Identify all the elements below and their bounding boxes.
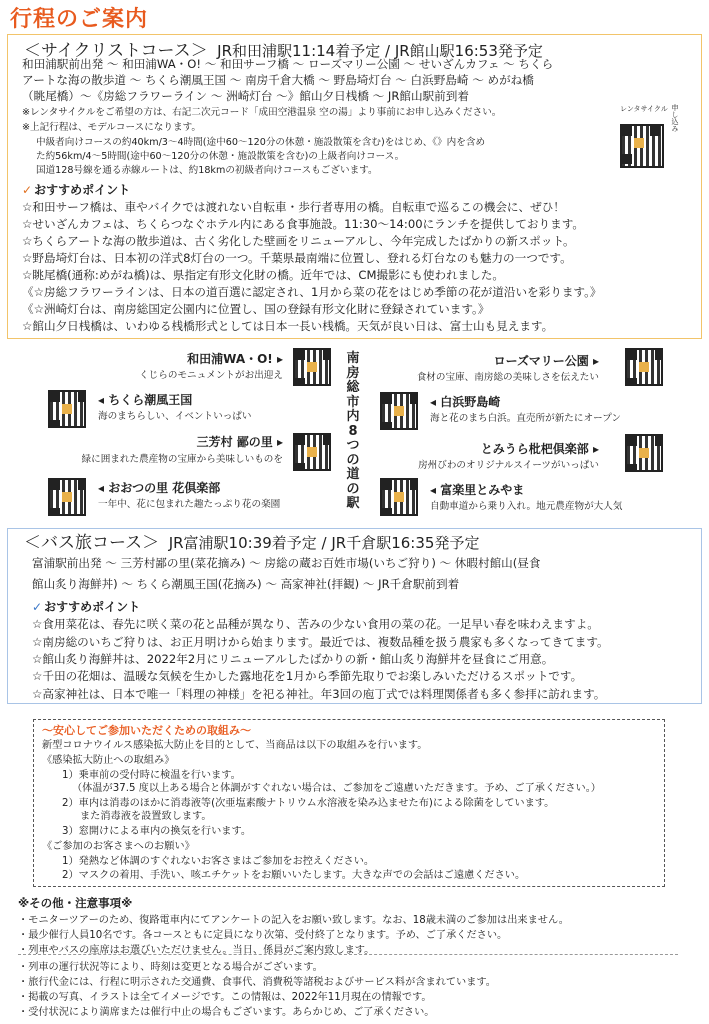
cycle-point: ☆館山夕日桟橋は、いわゆる桟橋形式としては日本一長い桟橋。天気が良い日は、富士山も見えます。 [22, 319, 554, 333]
cycle-route-line: （眺尾橋）～《房総フラワーライン ～ 洲崎灯台 ～》館山夕日桟橋 ～ JR館山駅前到着 [22, 89, 469, 103]
safety-line: 新型コロナウイルス感染拡大防止を目的として、当商品は以下の取組みを行います。 [42, 740, 428, 751]
cycle-point: ☆野島埼灯台は、日本初の洋式8灯台の一つ。千葉県最南端に位置し、登れる灯台なのも魅力の一つです。 [22, 251, 572, 265]
station-qr-code[interactable] [48, 390, 86, 428]
cycle-course-times: JR和田浦駅11:14着予定 / JR館山駅16:53発予定 [217, 42, 543, 60]
rental-qr-code[interactable] [620, 124, 664, 168]
station-name: ◂ 富楽里とみやま [430, 483, 525, 497]
station-qr-code[interactable] [380, 478, 418, 516]
safety-line: （体温が37.5 度以上ある場合と体調がすぐれない場合は、ご参加をご遠慮いただきます。予め、ご了承ください。） [72, 783, 601, 794]
bus-course-times: JR富浦駅10:39着予定 / JR千倉駅16:35発予定 [168, 534, 480, 552]
bus-route-line: 館山炙り海鮮丼) ～ ちくら潮風王国(花摘み) ～ 高家神社(拝観) ～ JR千倉駅前到着 [32, 577, 460, 591]
note-item: ・ 列車の運行状況等により、時刻は変更となる場合がございます。 [18, 958, 323, 973]
safety-line: また消毒液を設置致します。 [80, 811, 212, 822]
bus-point: ☆南房総のいちご狩りは、お正月明けから始まります。最近では、複数品種を扱う農家も多くなってきてます。 [32, 635, 609, 649]
bus-course-header [24, 528, 479, 553]
station-desc: 自動車道から乗り入れ。地元農産物が大人気 [430, 501, 623, 512]
rental-cycle-label: レンタサイクル [620, 105, 668, 113]
station-desc: 海と花のまち白浜。直売所が新たにオープン [430, 413, 622, 424]
bus-recommend-title: ✓ おすすめポイント [32, 600, 141, 614]
note-item: ・ 掲載の写真、イラストは全てイメージです。この情報は、2022年11月現在の情報です。 [18, 988, 432, 1003]
station-qr-code[interactable] [48, 478, 86, 516]
safety-line: 2）マスクの着用、手洗い、咳エチケットをお願いいたします。大きな声での会話はご遠慮ください。 [62, 870, 526, 881]
station-desc: 緑に囲まれた農産物の宝庫から美味しいものを [81, 454, 283, 465]
bus-course-label: ＜バス旅コース＞ [24, 533, 160, 553]
cycle-recommend-title: ✓ おすすめポイント [22, 183, 131, 197]
cycle-route-line: 和田浦駅前出発 ～ 和田浦WA・O! ～ 和田サーフ橋 ～ ローズマリー公園 ～ せいざんカフェ ～ ちくら [22, 57, 554, 71]
station-desc: 房州びわのオリジナルスイーツがいっぱい [418, 460, 599, 471]
note-item: ・ 最少催行人員10名です。各コースともに定員になり次第、受付終了となります。予め、ご了承ください。 [18, 926, 507, 941]
bus-point: ☆千田の花畑は、温暖な気候を生かした露地花を1月から季節先取りでお楽しみいただけるスポットです。 [32, 669, 583, 683]
station-desc: 海のまちらしい、イベントいっぱい [98, 411, 252, 422]
bus-route-line: 富浦駅前出発 ～ 三芳村鄙の里(菜花摘み) ～ 房総の蔵お百姓市場(いちご狩り) ～ 休暇村館山(昼食 [32, 556, 541, 570]
station-name: とみうら枇杷倶楽部 ▸ [480, 442, 599, 456]
cycle-note: ※レンタサイクルをご希望の方は、右記二次元コード「成田空港温泉 空の湯」より事前にお申し込みください。 [22, 107, 502, 118]
station-qr-code[interactable] [380, 392, 418, 430]
cycle-point: 《☆房総フラワーラインは、日本の道百選に認定され、1月から菜の花をはじめ季節の花が道沿いを彩ります。》 [22, 285, 602, 299]
safety-line: 《感染拡大防止への取組み》 [42, 755, 175, 766]
station-name: ◂ 白浜野島崎 [430, 395, 501, 409]
cycle-route-line: アートな海の散歩道 ～ ちくら潮風王国 ～ 南房千倉大橋 ～ 野島埼灯台 ～ 白浜野島崎 ～ めがね橋 [22, 73, 534, 87]
station-name: 三芳村 鄙の里 ▸ [196, 435, 283, 449]
note-item: ・ 旅行代金には、行程に明示された交通費、食事代、消費税等諸税およびサービス料が含まれています。 [18, 973, 496, 988]
notes-title: ※その他・注意事項※ [18, 896, 133, 910]
cycle-note: 中級者向けコースの約40km/3～4時間(途中60～120分の休憩・施設散策を含む)をはじめ、《》内を含め [36, 137, 486, 148]
cycle-note: 国道128号線を通る赤線ルートは、約18kmの初級者向けコースもございます。 [36, 165, 378, 176]
note-item: ・ モニターツアーのため、復路電車内にてアンケートの記入をお願い致します。なお、18歳未満のご参加は出来ません。 [18, 911, 569, 926]
cycle-course-label: ＜サイクリストコース＞ [24, 41, 208, 61]
safety-line: 3）窓開けによる車内の換気を行います。 [62, 826, 252, 837]
cycle-note: た約56km/4～5時間(途中60～120分の休憩・施設散策を含む)の上級者向けコース。 [36, 151, 405, 162]
bus-point: ☆館山炙り海鮮丼は、2022年2月にリニューアルしたばかりの新・館山炙り海鮮丼を昼食にご用意。 [32, 652, 554, 666]
cycle-point: 《☆洲崎灯台は、南房総国定公園内に位置し、国の登録有形文化財に登録されています。》 [22, 302, 490, 316]
safety-title: ～安心してご参加いただくための取組み～ [42, 724, 251, 737]
cycle-point: ☆せいざんカフェは、ちくらつなぐホテル内にある食事施設。11:30～14:00にランチを提供しております。 [22, 217, 584, 231]
station-desc: くじらのモニュメントがお出迎え [139, 370, 283, 381]
rental-apply-label: 申し込み [671, 104, 679, 132]
page-title: 行程のご案内 [10, 7, 149, 32]
station-qr-code[interactable] [625, 348, 663, 386]
safety-line: 1）発熱など体調のすぐれないお客さまはご参加をお控えください。 [62, 856, 375, 867]
station-qr-code[interactable] [625, 434, 663, 472]
safety-line: 2）車内は消毒のほかに消毒液等(次亜塩素酸ナトリウム水溶液を染み込ませた布)による除菌をしています。 [62, 798, 555, 809]
station-name: ◂ おおつの里 花倶楽部 [98, 481, 221, 495]
cycle-point: ☆ちくらアートな海の散歩道は、古く劣化した壁画をリニューアルし、今年完成したばかりの新スポット。 [22, 234, 575, 248]
station-qr-code[interactable] [293, 433, 331, 471]
roadside-stations-vertical-title: 南房総市内8つの道の駅 [346, 351, 360, 511]
station-name: ローズマリー公園 ▸ [493, 354, 599, 368]
safety-line: 1）乗車前の受付時に検温を行います。 [62, 770, 241, 781]
station-desc: 一年中、花に包まれた趣たっぷり花の楽園 [98, 499, 281, 510]
notes-divider [18, 954, 678, 955]
note-item: ・ 受付状況により満席または催行中止の場合もございます。あらかじめ、ご了承ください。 [18, 1003, 434, 1018]
cycle-point: ☆和田サーフ橋は、車やバイクでは渡れない自転車・歩行者専用の橋。自転車で巡るこの機会に、ぜひ！ [22, 200, 565, 214]
station-desc: 食材の宝庫、南房総の美味しさを伝えたい [416, 372, 599, 383]
cycle-point: ☆眺尾橋(通称:めがね橋)は、県指定有形文化財の橋。近年では、CM撮影にも使われました。 [22, 268, 505, 282]
bus-point: ☆食用菜花は、春先に咲く菜の花と品種が異なり、苦みの少ない食用の菜の花。一足早い春を味わえますよ。 [32, 617, 599, 631]
bus-point: ☆高家神社は、日本で唯一「料理の神様」を祀る神社。年3回の庖丁式では料理関係者も多く参拝に訪れます。 [32, 687, 606, 701]
station-name: 和田浦WA・O! ▸ [187, 352, 283, 366]
station-qr-code[interactable] [293, 348, 331, 386]
safety-line: 《ご参加のお客さまへのお願い》 [42, 841, 195, 852]
note-item: ・ 列車やバスの座席はお選びいただけません。当日、係員がご案内致します。 [18, 941, 374, 956]
cycle-note: ※上記行程は、モデルコースになります。 [22, 122, 201, 133]
station-name: ◂ ちくら潮風王国 [98, 393, 193, 407]
